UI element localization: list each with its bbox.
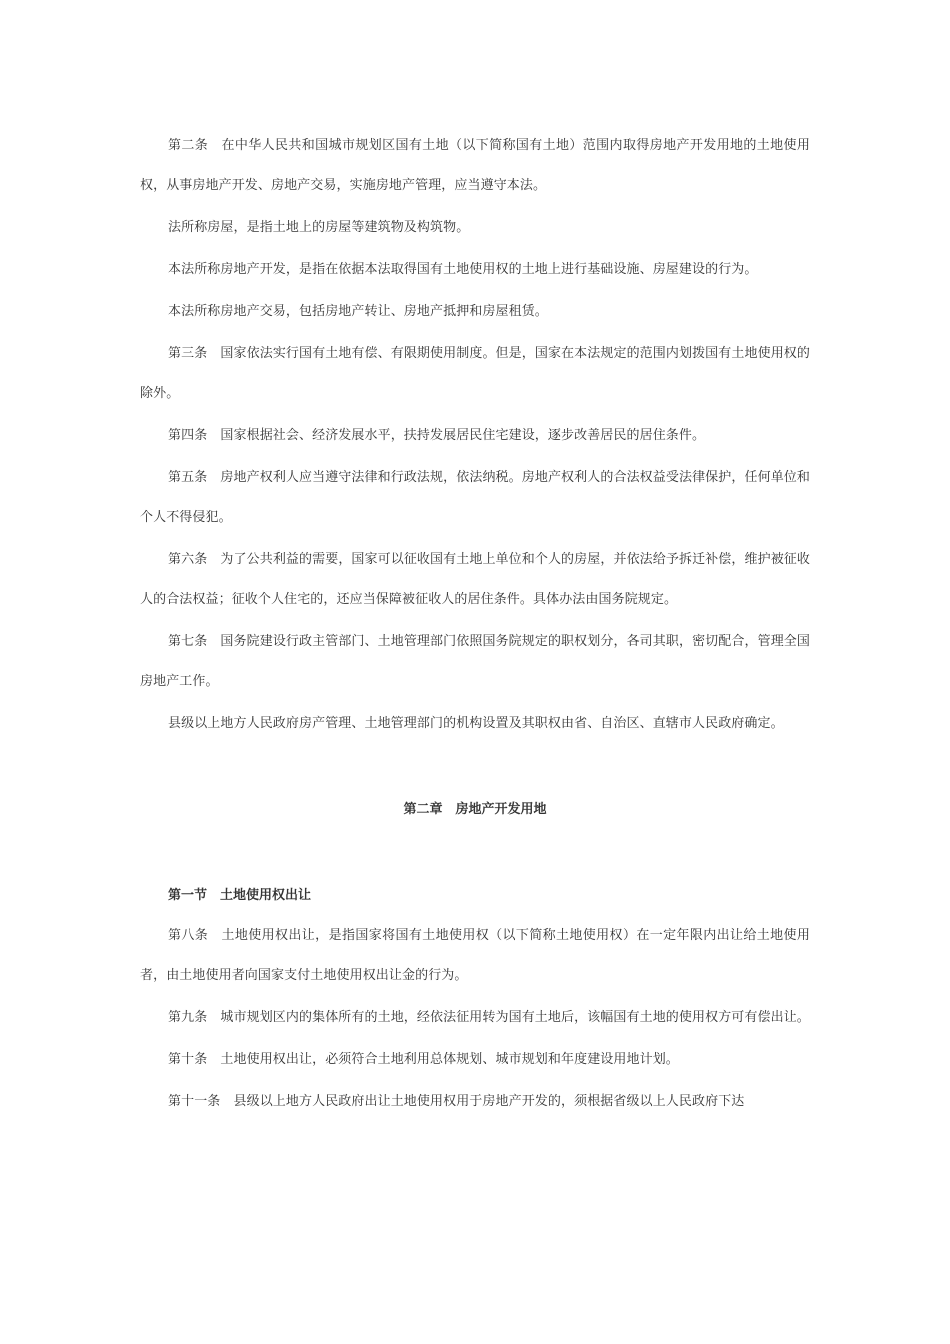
section-title: 第一节 土地使用权出让: [168, 888, 312, 903]
article-10-paragraph: 第十条 土地使用权出让，必须符合土地利用总体规划、城市规划和年度建设用地计划。: [168, 1052, 679, 1067]
development-definition-paragraph: 本法所称房地产开发，是指在依据本法取得国有土地使用权的土地上进行基础设施、房屋建设的行为。: [168, 262, 758, 277]
transaction-definition-paragraph: 本法所称房地产交易，包括房地产转让、房地产抵押和房屋租赁。: [168, 304, 548, 319]
local-government-paragraph: 县级以上地方人民政府房产管理、土地管理部门的机构设置及其职权由省、自治区、直辖市人民政府确定。: [168, 716, 784, 731]
article-7-paragraph: 第七条 国务院建设行政主管部门、土地管理部门依照国务院规定的职权划分，各司其职，密切配合，管理全国房地产工作。: [140, 634, 810, 689]
article-4-paragraph: 第四条 国家根据社会、经济发展水平，扶持发展居民住宅建设，逐步改善居民的居住条件。: [168, 428, 706, 443]
article-6-paragraph: 第六条 为了公共利益的需要，国家可以征收国有土地上单位和个人的房屋，并依法给予拆迁补偿，维护被征收人的合法权益；征收个人住宅的，还应当保障被征收人的居住条件。具体办法由国务院规定。: [140, 552, 810, 607]
article-5-paragraph: 第五条 房地产权利人应当遵守法律和行政法规，依法纳税。房地产权利人的合法权益受法律保护，任何单位和个人不得侵犯。: [140, 470, 810, 525]
article-9-paragraph: 第九条 城市规划区内的集体所有的土地，经依法征用转为国有土地后，该幅国有土地的使用权方可有偿出让。: [168, 1010, 810, 1025]
article-11-paragraph: 第十一条 县级以上地方人民政府出让土地使用权用于房地产开发的，须根据省级以上人民政府下达: [168, 1094, 745, 1109]
article-2-paragraph: 第二条 在中华人民共和国城市规划区国有土地（以下简称国有土地）范围内取得房地产开发用地的土地使用权，从事房地产开发、房地产交易，实施房地产管理，应当遵守本法。: [140, 138, 810, 193]
chapter-title: 第二章 房地产开发用地: [403, 802, 547, 817]
housing-definition-paragraph: 法所称房屋，是指土地上的房屋等建筑物及构筑物。: [168, 220, 470, 235]
document-page: [140, 126, 810, 1122]
article-3-paragraph: 第三条 国家依法实行国有土地有偿、有限期使用制度。但是，国家在本法规定的范围内划拨国有土地使用权的除外。: [140, 346, 810, 401]
article-8-paragraph: 第八条 土地使用权出让，是指国家将国有土地使用权（以下简称土地使用权）在一定年限内出让给土地使用者，由土地使用者向国家支付土地使用权出让金的行为。: [140, 928, 810, 983]
